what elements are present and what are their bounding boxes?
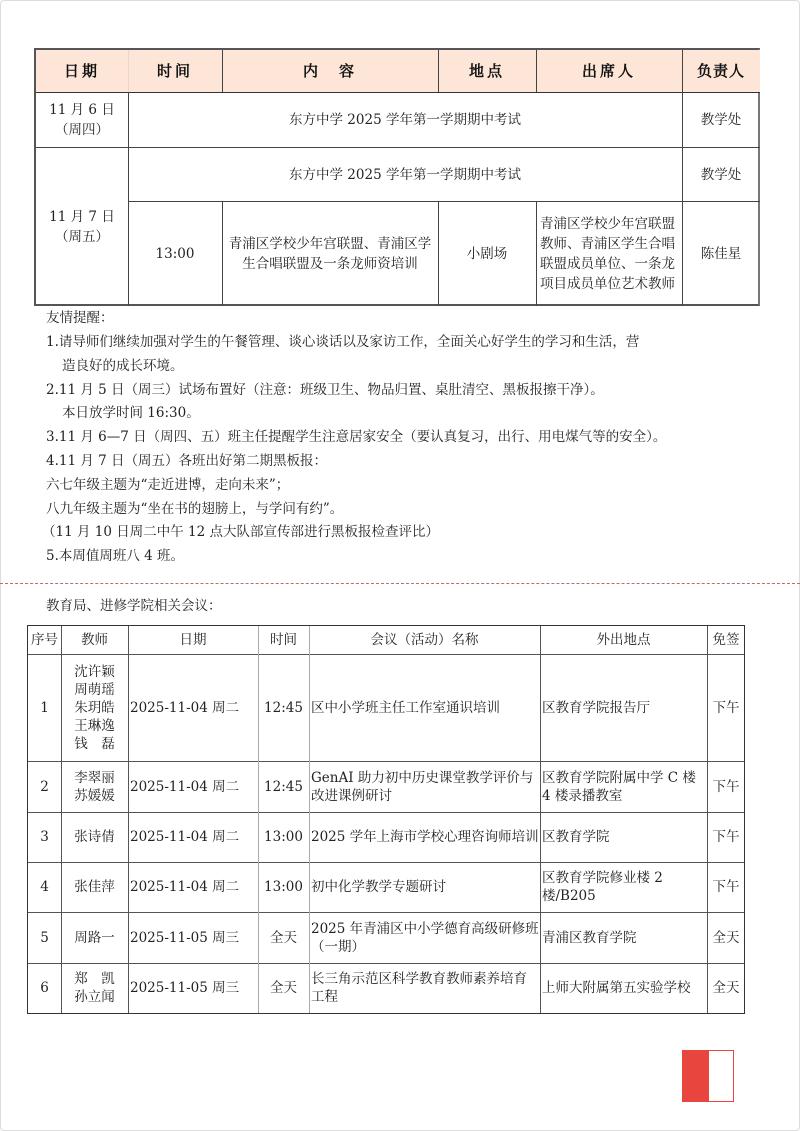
m4-time: 13:00 — [264, 879, 303, 895]
mh-exempt: 免签 — [712, 632, 740, 648]
header-content: 内 容 — [222, 50, 438, 92]
row3-attendees: 青浦区学校少年宫联盟教师、青浦区学生合唱联盟成员单位、一条龙项目成员单位艺术教师 — [540, 216, 675, 292]
m6-teacher: 郑 凯 — [74, 971, 115, 987]
m6-teachers — [61, 963, 128, 1013]
header-time: 时间 — [128, 50, 222, 92]
m4-date: 2025-11-04 周二 — [130, 879, 240, 895]
m6-time: 全天 — [270, 980, 297, 996]
divider — [28, 963, 744, 964]
m2-teacher: 李翠丽 — [74, 769, 115, 786]
meetings-title: 教育局、进修学院相关会议： — [46, 598, 222, 614]
m4-teacher: 张佳萍 — [74, 879, 115, 895]
m2-name: GenAI 助力初中历史课堂教学评价与改进课例研讨 — [311, 769, 534, 804]
m4-name: 初中化学教学专题研讨 — [311, 879, 446, 895]
reminder-line-5: 5.本周值周班八 4 班。 — [46, 548, 185, 564]
reminder-line-3: 3.11 月 6—7 日（周四、五）班主任提醒学生注意居家安全（要认真复习，出行、用电煤气等的安全）。 — [46, 429, 667, 445]
m1-teacher: 钱 磊 — [74, 735, 115, 752]
divider — [540, 626, 541, 1013]
m6-name: 长三角示范区科学教育教师素养培育工程 — [311, 971, 527, 1005]
m3-teacher: 张诗倩 — [74, 829, 115, 845]
m2-teachers — [61, 761, 128, 812]
header-attendees: 出席人 — [536, 50, 682, 92]
header-date: 日期 — [36, 50, 128, 92]
m3-date: 2025-11-04 周二 — [130, 829, 240, 845]
m1-no: 1 — [40, 699, 49, 716]
schedule-table — [34, 48, 760, 306]
m6-exempt: 全天 — [712, 980, 740, 996]
header-place: 地点 — [438, 50, 536, 92]
mh-place: 外出地点 — [596, 632, 651, 648]
divider — [128, 626, 129, 1013]
m1-teacher: 周萌瑶 — [74, 681, 115, 698]
m2-no: 2 — [40, 778, 49, 795]
meetings-table — [27, 625, 745, 1014]
mh-date: 日期 — [179, 632, 207, 648]
m1-time: 12:45 — [264, 699, 303, 716]
m3-name: 2025 学年上海市学校心理咨询师培训 — [311, 829, 539, 845]
divider — [682, 50, 683, 306]
mh-name: 会议（活动）名称 — [370, 632, 479, 648]
divider — [222, 201, 223, 306]
row1-content: 东方中学 2025 学年第一学期期中考试 — [289, 112, 521, 128]
row1-date-weekday: （周四） — [55, 122, 109, 138]
header-owner: 负责人 — [682, 50, 760, 92]
divider — [28, 812, 744, 813]
divider — [36, 92, 760, 93]
divider — [536, 50, 537, 92]
m1-exempt: 下午 — [712, 699, 740, 716]
m2-exempt: 下午 — [712, 778, 740, 795]
divider — [128, 50, 129, 92]
reminder-title: 友情提醒： — [46, 310, 114, 326]
reminder-line-1: 1.请导师们继续加强对学生的午餐管理、谈心谈话以及家访工作，全面关心好学生的学习和生活，营 — [46, 334, 640, 350]
m5-place: 青浦区教育学院 — [542, 929, 637, 946]
m3-no: 3 — [40, 829, 49, 845]
divider — [222, 50, 223, 92]
row3-time: 13:00 — [155, 246, 195, 262]
m2-time: 12:45 — [264, 778, 303, 795]
m1-teacher: 朱玥皓 — [74, 699, 115, 716]
divider — [28, 912, 744, 913]
row1-date — [36, 93, 128, 147]
divider — [536, 201, 537, 306]
divider — [438, 50, 439, 92]
row3-owner: 陈佳星 — [700, 246, 742, 262]
row2-owner: 教学处 — [700, 166, 742, 183]
row2-date-day: 11 月 7 日 — [49, 209, 115, 225]
divider — [438, 201, 439, 306]
divider — [128, 92, 129, 306]
m3-exempt: 下午 — [712, 829, 740, 845]
m5-name: 2025 年青浦区中小学德育高级研修班（一期） — [311, 920, 539, 955]
divider — [28, 761, 744, 762]
divider — [36, 147, 760, 148]
m6-no: 6 — [40, 980, 49, 996]
m1-teacher: 王琳逸 — [74, 717, 115, 734]
reminder-line-2: 2.11 月 5 日（周三）试场布置好（注意：班级卫生、物品归置、桌肚清空、黑板报擦干净）。 — [46, 382, 604, 398]
reminder-line-1b: 造良好的成长环境。 — [62, 358, 184, 374]
m6-date: 2025-11-05 周三 — [130, 980, 240, 996]
m4-place: 区教育学院修业楼 2 楼/B205 — [542, 870, 663, 904]
divider — [28, 654, 744, 655]
m5-no: 5 — [40, 929, 49, 946]
reminder-line-2b: 本日放学时间 16:30。 — [62, 405, 200, 421]
mh-time: 时间 — [270, 632, 297, 648]
m5-exempt: 全天 — [712, 929, 740, 946]
reminder-line-4b: 八九年级主题为“坐在书的翅膀上，与学问有约”。 — [46, 501, 344, 517]
m2-place: 区教育学院附属中学 C 楼 4 楼录播教室 — [542, 769, 696, 804]
m1-name: 区中小学班主任工作室通识培训 — [311, 699, 500, 716]
school-seal — [682, 1050, 734, 1102]
seal-right-half — [708, 1050, 734, 1102]
row2-date-weekday: （周五） — [55, 229, 109, 245]
m3-place: 区教育学院 — [542, 829, 610, 845]
reminder-line-4a: 六七年级主题为“走近进博，走向未来”； — [46, 477, 290, 493]
m6-place: 上师大附属第五实验学校 — [542, 980, 691, 996]
m1-date: 2025-11-04 周二 — [130, 699, 240, 716]
row3-place: 小剧场 — [466, 246, 508, 262]
seal-left-half — [682, 1050, 708, 1102]
m3-time: 13:00 — [264, 829, 303, 845]
divider — [28, 862, 744, 863]
row1-date-day: 11 月 6 日 — [49, 102, 115, 118]
m1-teachers — [61, 654, 128, 761]
m5-teacher: 周路一 — [74, 929, 115, 946]
m2-date: 2025-11-04 周二 — [130, 778, 240, 795]
row2-content: 东方中学 2025 学年第一学期期中考试 — [289, 166, 521, 183]
m5-date: 2025-11-05 周三 — [130, 929, 240, 946]
m5-time: 全天 — [270, 929, 297, 946]
m6-teacher: 孙立闻 — [74, 989, 115, 1005]
m1-teacher: 沈许颖 — [74, 663, 115, 680]
reminder-line-4: 4.11 月 7 日（周五）各班出好第二期黑板报： — [46, 453, 328, 469]
divider — [309, 626, 310, 1013]
divider — [61, 626, 62, 1013]
m4-exempt: 下午 — [712, 879, 740, 895]
section-divider — [0, 583, 800, 584]
row2-date — [36, 148, 128, 306]
mh-no: 序号 — [31, 632, 58, 648]
reminder-line-4c: （11 月 10 日周二中午 12 点大队部宣传部进行黑板报检查评比） — [42, 524, 439, 540]
row3-content: 青浦区学校少年宫联盟、青浦区学生合唱联盟及一条龙师资培训 — [228, 236, 432, 272]
m1-place: 区教育学院报告厅 — [542, 699, 650, 716]
divider — [707, 626, 708, 1013]
divider — [258, 626, 259, 1013]
row1-owner: 教学处 — [700, 112, 742, 128]
m2-teacher: 苏媛媛 — [74, 787, 115, 804]
m4-no: 4 — [40, 879, 49, 895]
mh-teacher: 教师 — [81, 632, 108, 648]
